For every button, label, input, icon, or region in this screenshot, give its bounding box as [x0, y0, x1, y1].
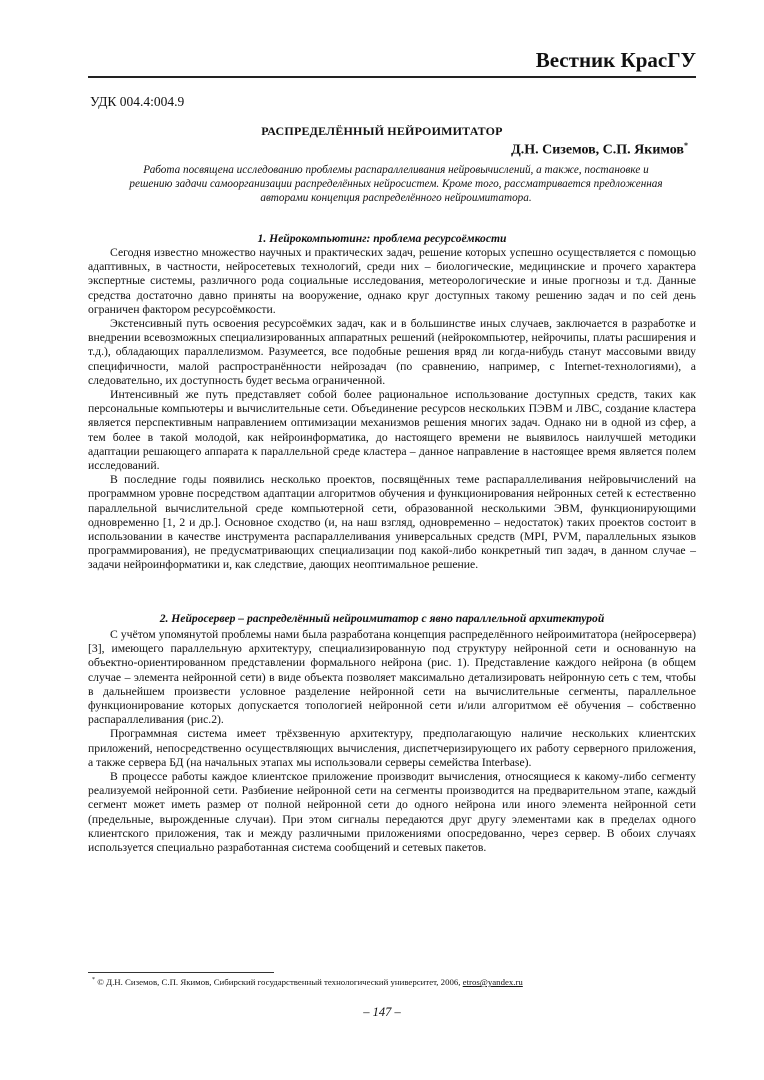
section-1-heading: 1. Нейрокомпьютинг: проблема ресурсоёмкости — [257, 232, 507, 245]
footnote-text: © Д.Н. Сиземов, С.П. Якимов, Сибирский государственный технологический университет, 2006, — [97, 977, 463, 987]
paragraph: Интенсивный же путь представляет собой более рациональное использование доступных средств, таких как персональные компьютеры и вычислительные сети. Объединение ресурсов нескольких ПЭВМ и ЛВС, создание кластера является перспективным направлением оптимизации механизмов решения многих задач. Однако ни в одной из сфер, а тем более в такой молодой, как нейроинформатика, до настоящего времени не выявилось наилучшей методики адаптации решающего аппарата к параллельной среде кластера – данное направление в настоящее время является полем исследований. — [88, 388, 696, 473]
header-rule — [88, 76, 696, 78]
paragraph: Сегодня известно множество научных и практических задач, решение которых успешно осуществляется с помощью адаптивных, в частности, нейросетевых технологий, среди них – биологические, медицинские и прочего характера экспертные системы, различного рода социальные исследования, метеорологические и иные прогнозы и т.д. Данные средства достаточно давно приняты на вооружение, однако круг доступных такому решению задач и по сей день ограничен фактором ресурсоёмкости. — [88, 246, 696, 316]
running-header — [88, 48, 696, 78]
abstract: Работа посвящена исследованию проблемы распараллеливания нейровычислений, а также, постановке и решению задачи самоорганизации распределённых нейросистем. Кроме того, рассматривается предложенная авторами концепция распределённого нейроимитатора. — [129, 164, 663, 204]
footnote-rule — [88, 972, 274, 973]
section-1-body — [88, 246, 696, 573]
author-email-link[interactable]: etros@yandex.ru — [462, 977, 523, 987]
footnote-mark: * — [92, 977, 95, 984]
section-2-body — [88, 628, 696, 855]
section-2-heading: 2. Нейросервер – распределённый нейроимитатор с явно параллельной архитектурой — [159, 612, 605, 625]
paragraph: Программная система имеет трёхзвенную архитектуру, предполагающую наличие нескольких клиентских приложений, непосредственно осуществляющих вычисления, диспетчеризирующего их работу серверного приложения, а также сервера БД (на начальных этапах мы использовали серверы семейства Interbase). — [88, 727, 696, 769]
article-title: РАСПРЕДЕЛЁННЫЙ НЕЙРОИМИТАТОР — [261, 124, 503, 138]
article-authors — [511, 141, 688, 159]
paragraph: В процессе работы каждое клиентское приложение производит вычисления, относящиеся к какому-либо сегменту реализуемой нейронной сети. Разбиение нейронной сети на сегменты производится на предварительном этапе, каждый сегмент может иметь размер от полной нейронной сети до одного нейрона или иного элемента нейронной сети (предельные, вырожденные случаи). При этом сигналы передаются друг другу элементами как в пределах одного клиентского приложения, так и между различными приложениями опосредованно, через сервер. В обоих случаях используется специально разработанная система сообщений и сетевых пакетов. — [88, 770, 696, 855]
journal-name: Вестник КрасГУ — [535, 48, 696, 72]
paragraph: Экстенсивный путь освоения ресурсоёмких задач, как и в большинстве иных случаев, заключается в разработке и внедрении всевозможных специализированных аппаратных решений (нейрокомпьютер, нейрочипы, платы расширения и т.д.), обладающих параллелизмом. Разумеется, все подобные решения вряд ли когда-нибудь станут массовыми ввиду специфичности, малой распространённости нейрозадач (по сравнению, например, с Internet-технологиями), а следовательно, их доступность будет весьма ограниченной. — [88, 317, 696, 387]
page-number: – 147 – — [363, 1005, 401, 1019]
footnote — [92, 977, 523, 987]
author-footnote-mark: * — [684, 141, 688, 150]
authors-text: Д.Н. Сиземов, С.П. Якимов — [511, 142, 684, 158]
paragraph: С учётом упомянутой проблемы нами была разработана концепция распределённого нейроимитатора (нейросервера) [3], имеющего параллельную архитектуру, специализированную под структуру нейронной сети и основанную на объектно-ориентированном представлении формального нейрона (рис. 1). Представление каждого нейрона (в общем случае – элемента нейронной сети) в виде объекта позволяет максимально детализировать нейронную сеть с тем, чтобы в дальнейшем произвести условное разделение нейронной сети на вычислительные сегменты, параллельное функционирование которых допускается топологией нейронной сети и/или алгоритмом её обучения – собственно распараллеливания (рис.2). — [88, 628, 696, 727]
paragraph: В последние годы появились несколько проектов, посвящённых теме распараллеливания нейровычислений на программном уровне посредством адаптации алгоритмов обучения и функционирования нейронных сетей к естественно параллельной вычислительной среде компьютерной сети, образованной несколькими ЭВМ, функционирующими одновременно [1, 2 и др.]. Основное сходство (и, на наш взгляд, одновременно – недостаток) таких проектов состоит в использовании в качестве инструмента распараллеливания универсальных средств (MPI, PVM, параллельных языков программирования), не предусматривающих специализации под какой-либо конкретный тип задач, в данном случае – задачи нейроинформатики и, как следствие, дающих неоптимальное решение. — [88, 473, 696, 572]
udk-code: УДК 004.4:004.9 — [90, 94, 185, 109]
